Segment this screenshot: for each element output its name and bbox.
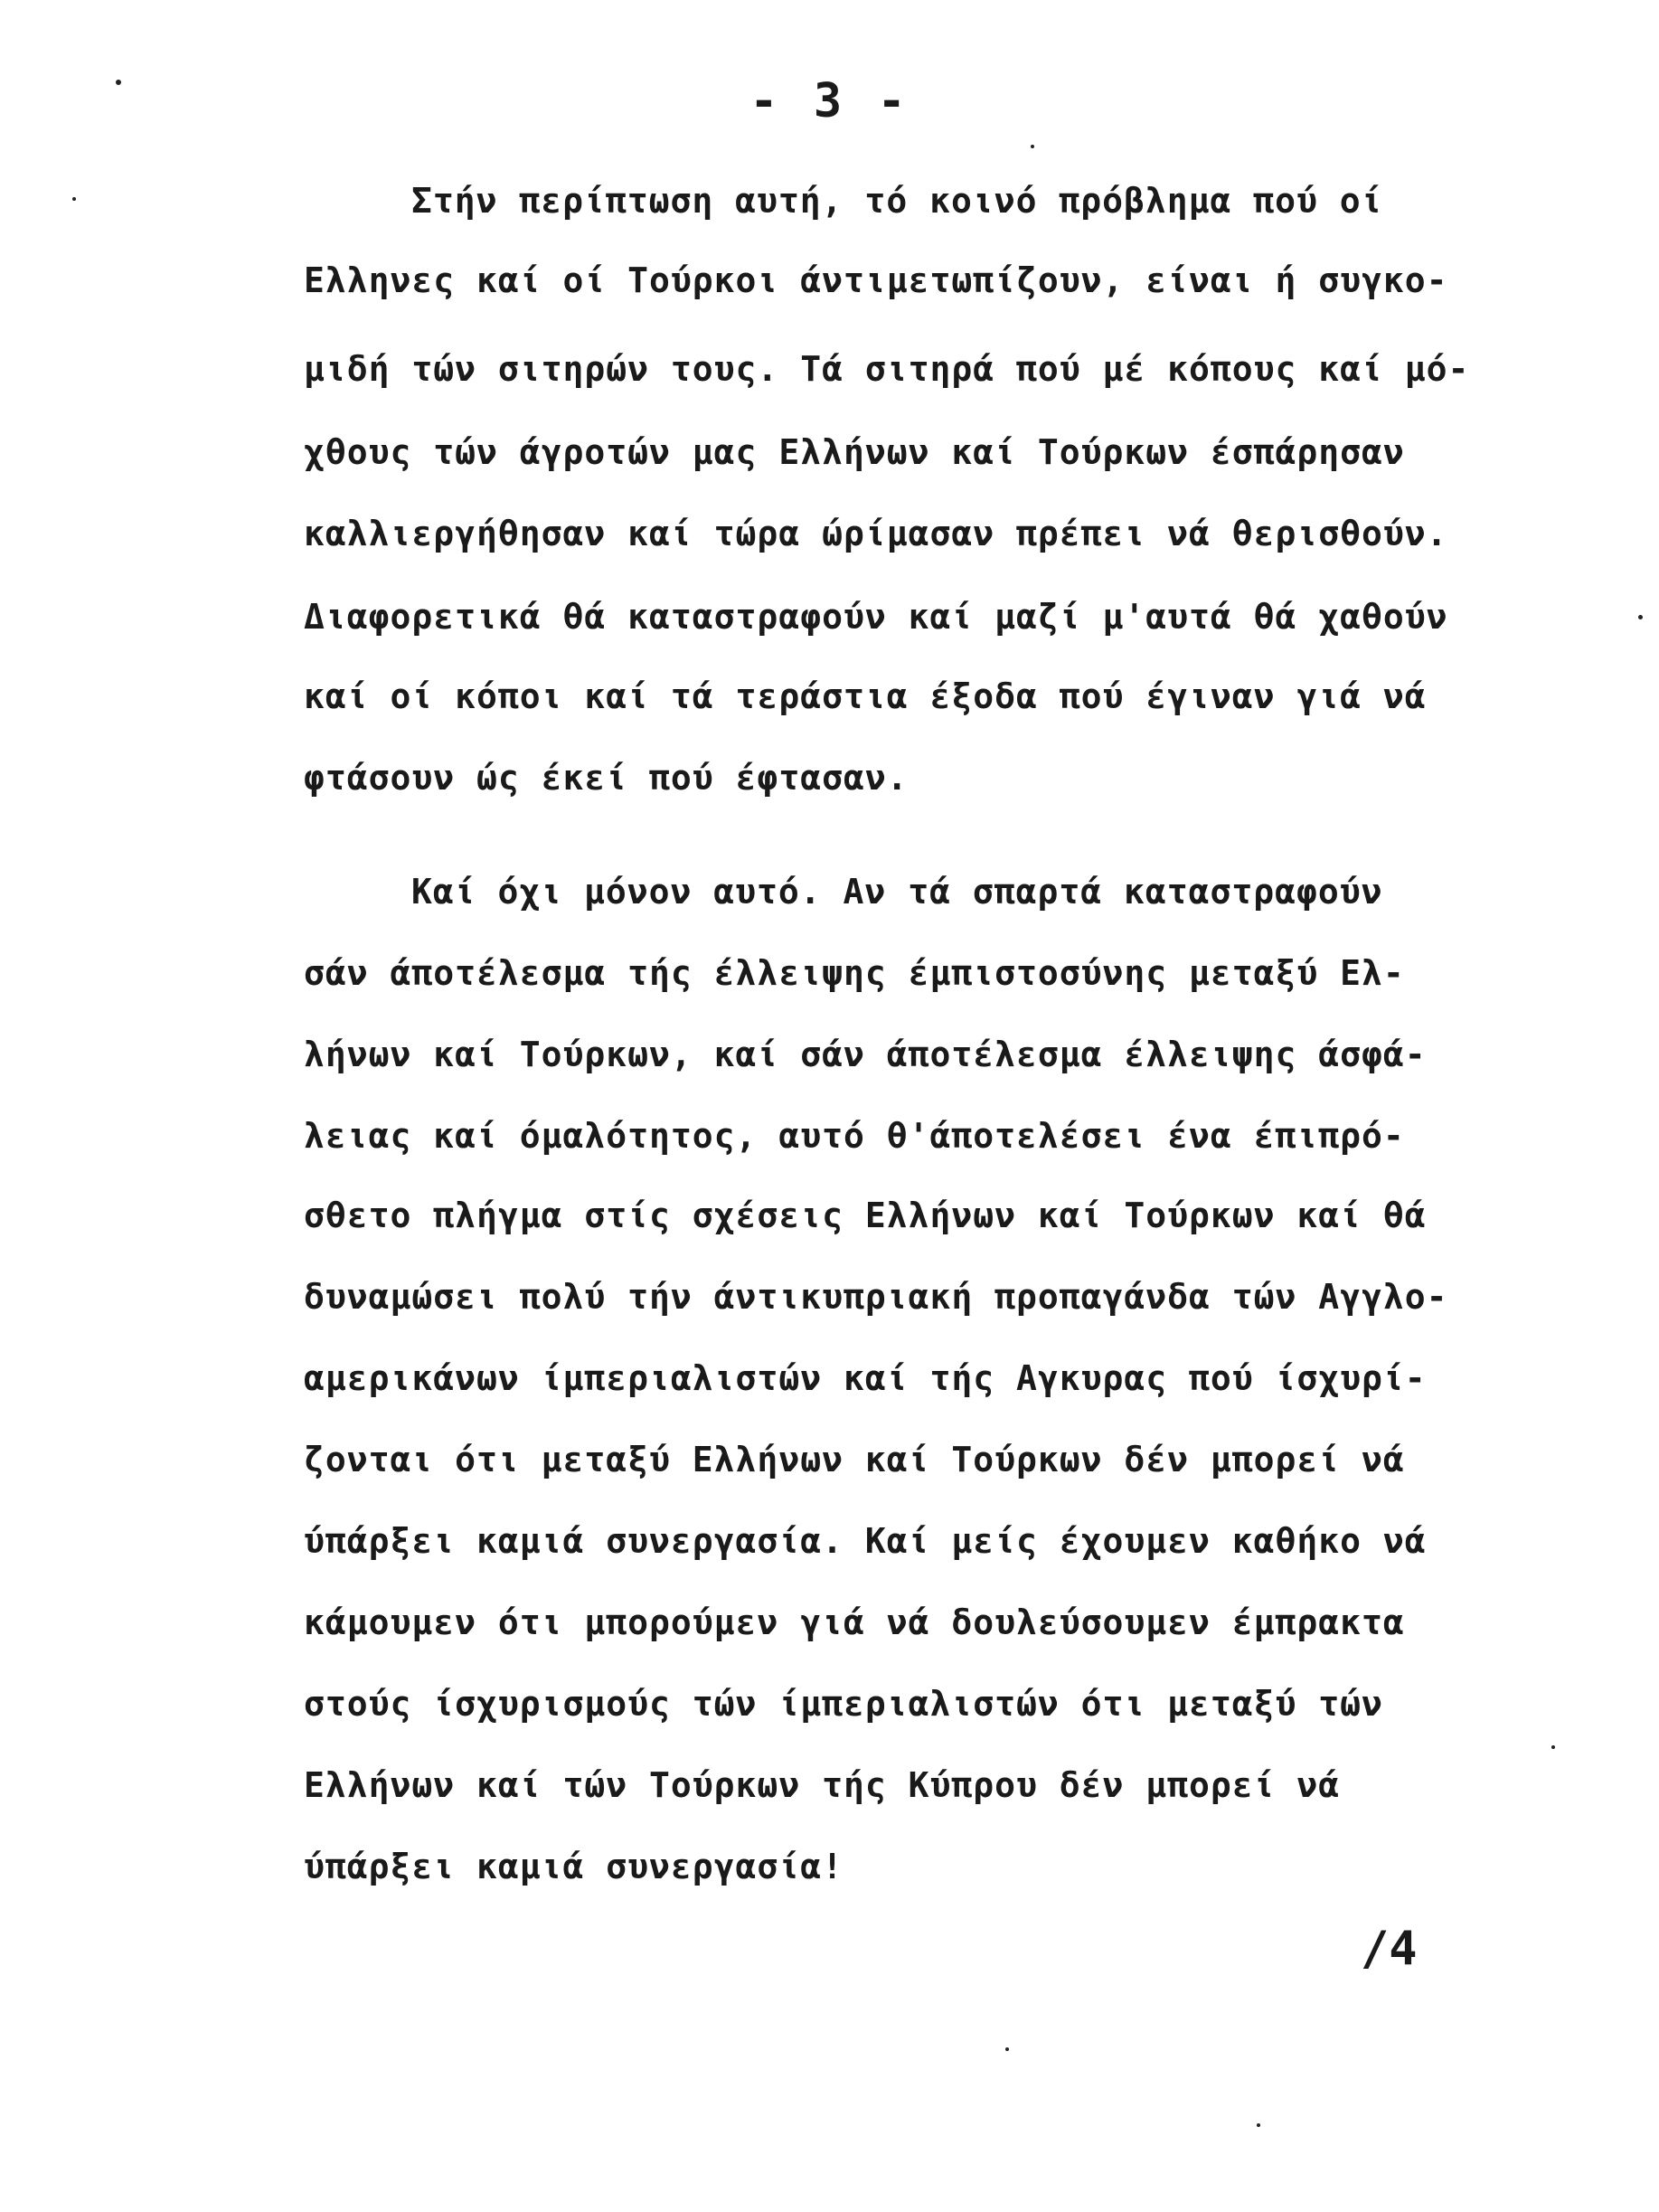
scan-speck	[1005, 2047, 1009, 2051]
text-line: Ελλήνων καί τών Τούρκων τής Κύπρου δέν μπορεί νά	[304, 1765, 1341, 1805]
text-line: αμερικάνων ίμπεριαλιστών καί τής Αγκυρας πού ίσχυρί-	[304, 1358, 1427, 1398]
text-line: ζονται ότι μεταξύ Ελλήνων καί Τούρκων δέν μπορεί νά	[304, 1440, 1405, 1479]
text-line: φτάσουν ώς έκεί πού έφτασαν.	[304, 758, 909, 798]
scan-speck	[116, 80, 121, 85]
text-line: σθετο πλήγμα στίς σχέσεις Ελλήνων καί Τούρκων καί θά	[304, 1196, 1427, 1235]
text-line: καλλιεργήθησαν καί τώρα ώρίμασαν πρέπει νά θερισθούν.	[304, 514, 1448, 553]
scan-speck	[1031, 145, 1034, 148]
text-line: Καί όχι μόνον αυτό. Αν τά σπαρτά καταστραφούν	[411, 872, 1383, 912]
scan-speck	[1638, 615, 1643, 619]
text-line: χθους τών άγροτών μας Ελλήνων καί Τούρκων έσπάρησαν	[304, 432, 1405, 472]
text-line: κάμουμεν ότι μπορούμεν γιά νά δουλεύσουμεν έμπρακτα	[304, 1602, 1405, 1642]
text-line: Διαφορετικά θά καταστραφούν καί μαζί μ'αυτά θά χαθούν	[304, 597, 1448, 637]
text-line: σάν άποτέλεσμα τής έλλειψης έμπιστοσύνης μεταξύ Ελ-	[304, 953, 1405, 993]
text-line: μιδή τών σιτηρών τους. Τά σιτηρά πού μέ κόπους καί μό-	[304, 349, 1470, 389]
text-line: ύπάρξει καμιά συνεργασία. Καί μείς έχουμεν καθήκο νά	[304, 1521, 1427, 1561]
scan-speck	[1551, 1745, 1555, 1749]
text-line: λήνων καί Τούρκων, καί σάν άποτέλεσμα έλλειψης άσφά-	[304, 1035, 1427, 1074]
scan-speck	[72, 197, 76, 201]
text-line: ύπάρξει καμιά συνεργασία!	[304, 1847, 844, 1886]
text-line: δυναμώσει πολύ τήν άντικυπριακή προπαγάνδα τών Αγγλο-	[304, 1277, 1448, 1317]
text-line: λειας καί όμαλότητος, αυτό θ'άποτελέσει ένα έπιπρό-	[304, 1116, 1405, 1156]
text-line: Ελληνες καί οί Τούρκοι άντιμετωπίζουν, είναι ή συγκο-	[304, 260, 1448, 300]
text-line: Στήν περίπτωση αυτή, τό κοινό πρόβλημα πού οί	[411, 181, 1383, 221]
page-number: - 3 -	[749, 74, 910, 128]
scan-speck	[1257, 2123, 1260, 2127]
continuation-marker: /4	[1361, 1922, 1418, 1976]
text-line: καί οί κόποι καί τά τεράστια έξοδα πού έγιναν γιά νά	[304, 676, 1427, 716]
text-line: στούς ίσχυρισμούς τών ίμπεριαλιστών ότι μεταξύ τών	[304, 1684, 1383, 1724]
